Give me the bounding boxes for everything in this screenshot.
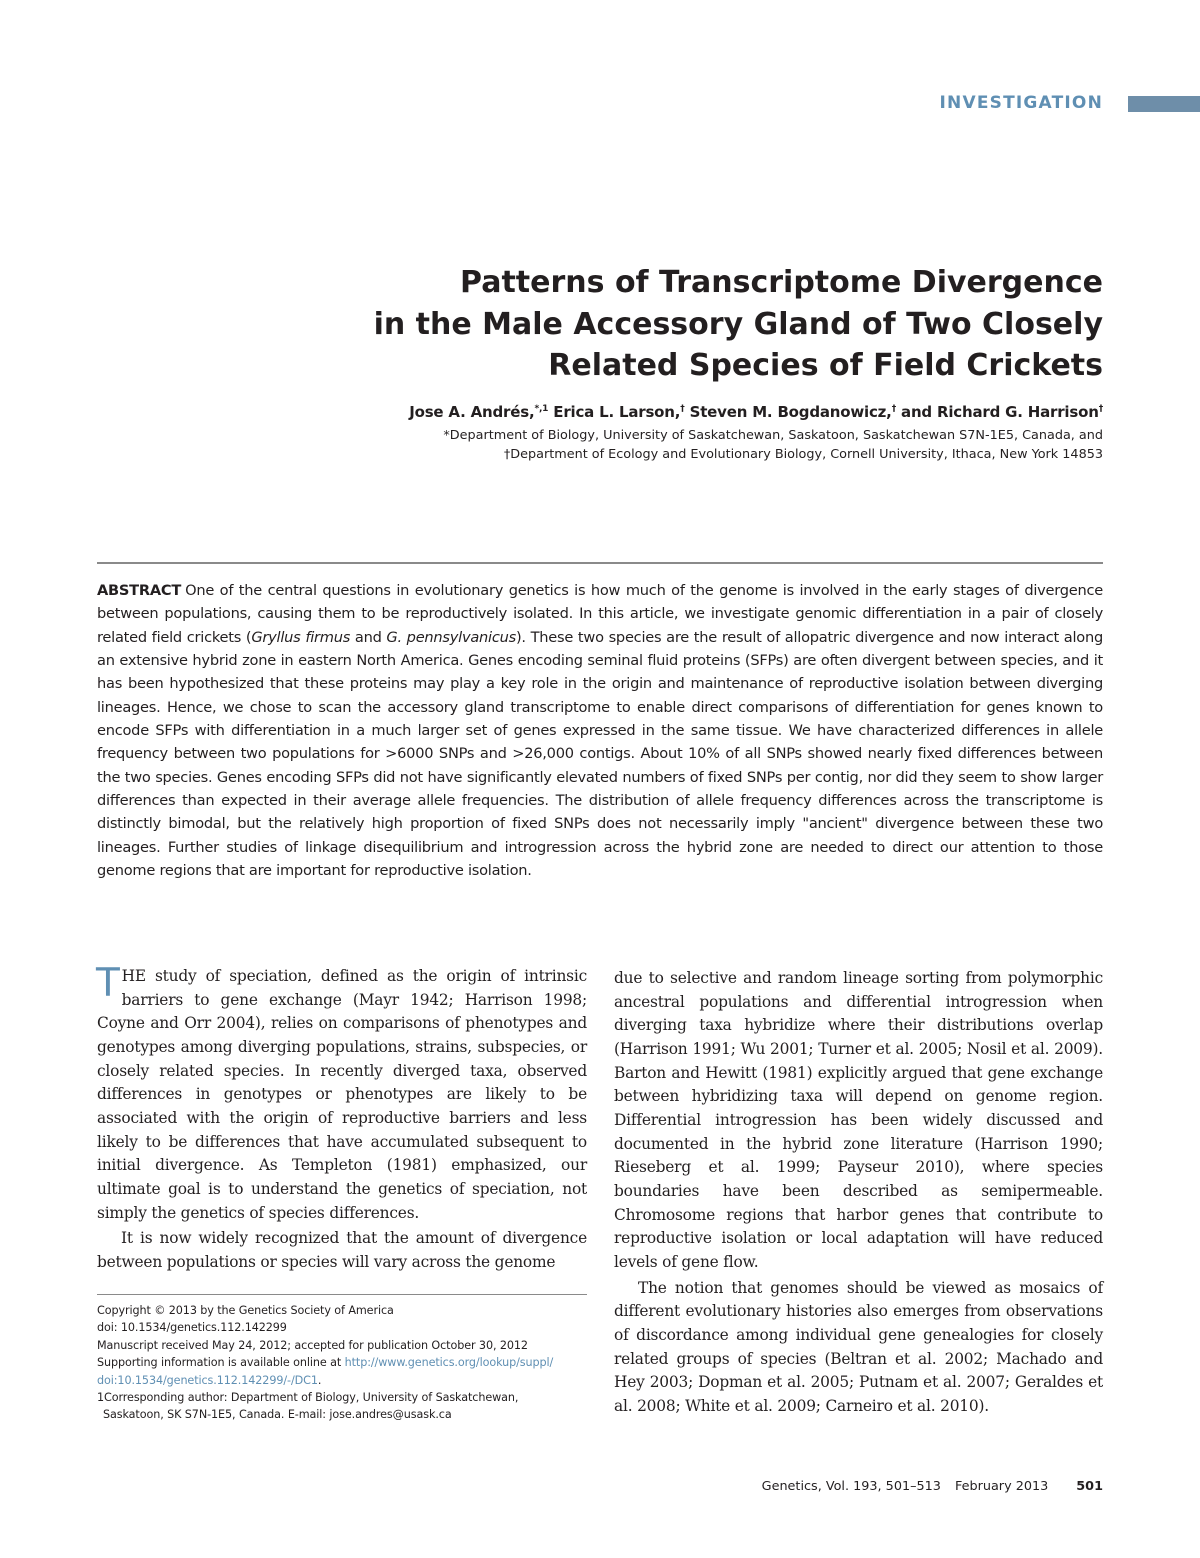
supporting-info-note-cont [97,1372,597,1389]
title-line: Related Species of Field Crickets [548,348,1103,383]
affiliation: †Department of Ecology and Evolutionary Biology, Cornell University, Ithaca, New York 14853 [503,447,1103,462]
manuscript-note: Manuscript received May 24, 2012; accepted for publication October 30, 2012 [97,1338,528,1352]
abstract-text: ). These two species are the result of allopatric divergence and now interact along an extensive hybrid zone in eastern North America. Genes encoding seminal fluid proteins (SFPs) are often divergent between species, and it has been hypothesized that these proteins may play a key role in the origin and maintenance of reproductive isolation between diverging lineages. Hence, we chose to scan the accessory gland transcriptome to enable direct comparisons of differentiation for genes known to encode SFPs with differentiation in a much larger set of genes expressed in the same tissue. We have characterized differences in allele frequency between two populations for >6000 SNPs and >26,000 contigs. About 10% of all SNPs showed nearly fixed differences between the two species. Genes encoding SFPs did not have significantly elevated numbers of fixed SNPs per contig, nor did they seem to show larger differences than expected in their average allele frequencies. The distribution of allele frequency differences across the transcriptome is distinctly bimodal, but the relatively high proportion of fixed SNPs does not necessarily imply "ancient" divergence between these two lineages. Further studies of linkage disequilibrium and introgression across the hybrid zone are needed to direct our attention to those genome regions that are important for reproductive isolation. [97,628,1103,880]
body-paragraph: due to selective and random lineage sorting from polymorphic ancestral populations and differential introgression when diverging taxa hybridize where their distributions overlap (Harrison 1991; Wu 2001; Turner et al. 2005; Nosil et al. 2009). Barton and Hewitt (1981) explicitly argued that gene exchange between hybridizing taxa will depend on genome region. Differential introgression has been widely discussed and documented in the hybrid zone literature (Harrison 1990; Rieseberg et al. 1999; Payseur 2010), where species boundaries have been described as semipermeable. Chromosome regions that harbor genes that contribute to reproductive isolation or local adaptation will have reduced levels of gene flow. [614,969,1103,1271]
body-paragraph: It is now widely recognized that the amount of divergence between populations or species will vary across the genome [97,1229,587,1271]
corresponding-author-note: 1Corresponding author: Department of Biology, University of Saskatchewan, [97,1391,519,1405]
abstract-text: One of the central questions in evolutionary genetics is how much of the genome is involved in the early stages of divergence between populations, causing them to be reproductively isolated. In this article, we investigate genomic differentiation in a pair of closely related field crickets ( [97,582,1103,646]
author-list: Jose A. Andrés,$^{*,1}$ Erica L. Larson,† Steven M. Bogdanowicz,† and Richard G. Harrison† [409,403,1103,421]
section-label: INVESTIGATION [939,93,1103,113]
supporting-info-note [97,1354,597,1371]
doi-note: doi: 10.1534/genetics.112.142299 [97,1321,287,1335]
paragraph-text: study of speciation, defined as the origin of intrinsic barriers to gene exchange (Mayr 1942; Harrison 1998; Coyne and Orr 2004), relies on comparisons of phenotypes and genotypes among diverging populations, strains, subspecies, or closely related species. In recently diverged taxa, observed differences in genotypes or phenotypes are likely to be associated with the origin of reproductive barriers and less likely to be differences that have accumulated subsequent to initial divergence. As Templeton (1981) emphasized, our ultimate goal is to understand the genetics of speciation, not simply the genetics of species differences. [97,967,587,1222]
supporting-info-text: Supporting information is available online at [97,1356,345,1370]
supporting-info-text: . [317,1373,322,1387]
species-name: Gryllus firmus [251,628,351,646]
supporting-info-link[interactable]: http://www.genetics.org/lookup/suppl/ [344,1356,554,1370]
section-bar [1128,96,1200,112]
drop-cap: T [96,961,120,1006]
title-line: in the Male Accessory Gland of Two Closely [373,306,1103,342]
title-line: Patterns of Transcriptome Divergence [460,265,1103,300]
page-number: 501 [1076,1479,1103,1494]
affiliation: *Department of Biology, University of Saskatchewan, Saskatoon, Saskatchewan S7N-1E5, Canada, and [443,428,1103,443]
page-footer [762,1479,1103,1494]
body-paragraph [96,961,587,1225]
issue-date: February 2013 [954,1479,1049,1494]
footnotes [97,1302,597,1424]
body-column-right [614,967,1103,1418]
body-column-left [96,961,587,1275]
species-name: G. pennsylvanicus [386,628,516,646]
copyright-note: Copyright © 2013 by the Genetics Society of America [97,1304,394,1317]
abstract-text: and [350,628,387,646]
abstract-divider [97,562,1103,564]
supporting-info-link[interactable]: doi:10.1534/genetics.112.142299/-/DC1 [97,1373,318,1387]
body-paragraph: The notion that genomes should be viewed as mosaics of different evolutionary histories also emerges from observations of discordance among individual gene genealogies for closely related groups of species (Beltran et al. 2002; Machado and Hey 2003; Dopman et al. 2005; Putnam et al. 2007; Geraldes et al. 2008; White et al. 2009; Carneiro et al. 2010). [614,1278,1103,1415]
lead-word: HE [121,967,146,985]
corresponding-author-note: Saskatoon, SK S7N-1E5, Canada. E-mail: jose.andres@usask.ca [103,1408,452,1422]
article-title [283,262,1103,387]
journal-citation: Genetics, Vol. 193, 501–513 [761,1479,941,1494]
abstract [97,579,1103,882]
footnote-divider [97,1294,587,1295]
abstract-heading: ABSTRACT [97,582,182,599]
